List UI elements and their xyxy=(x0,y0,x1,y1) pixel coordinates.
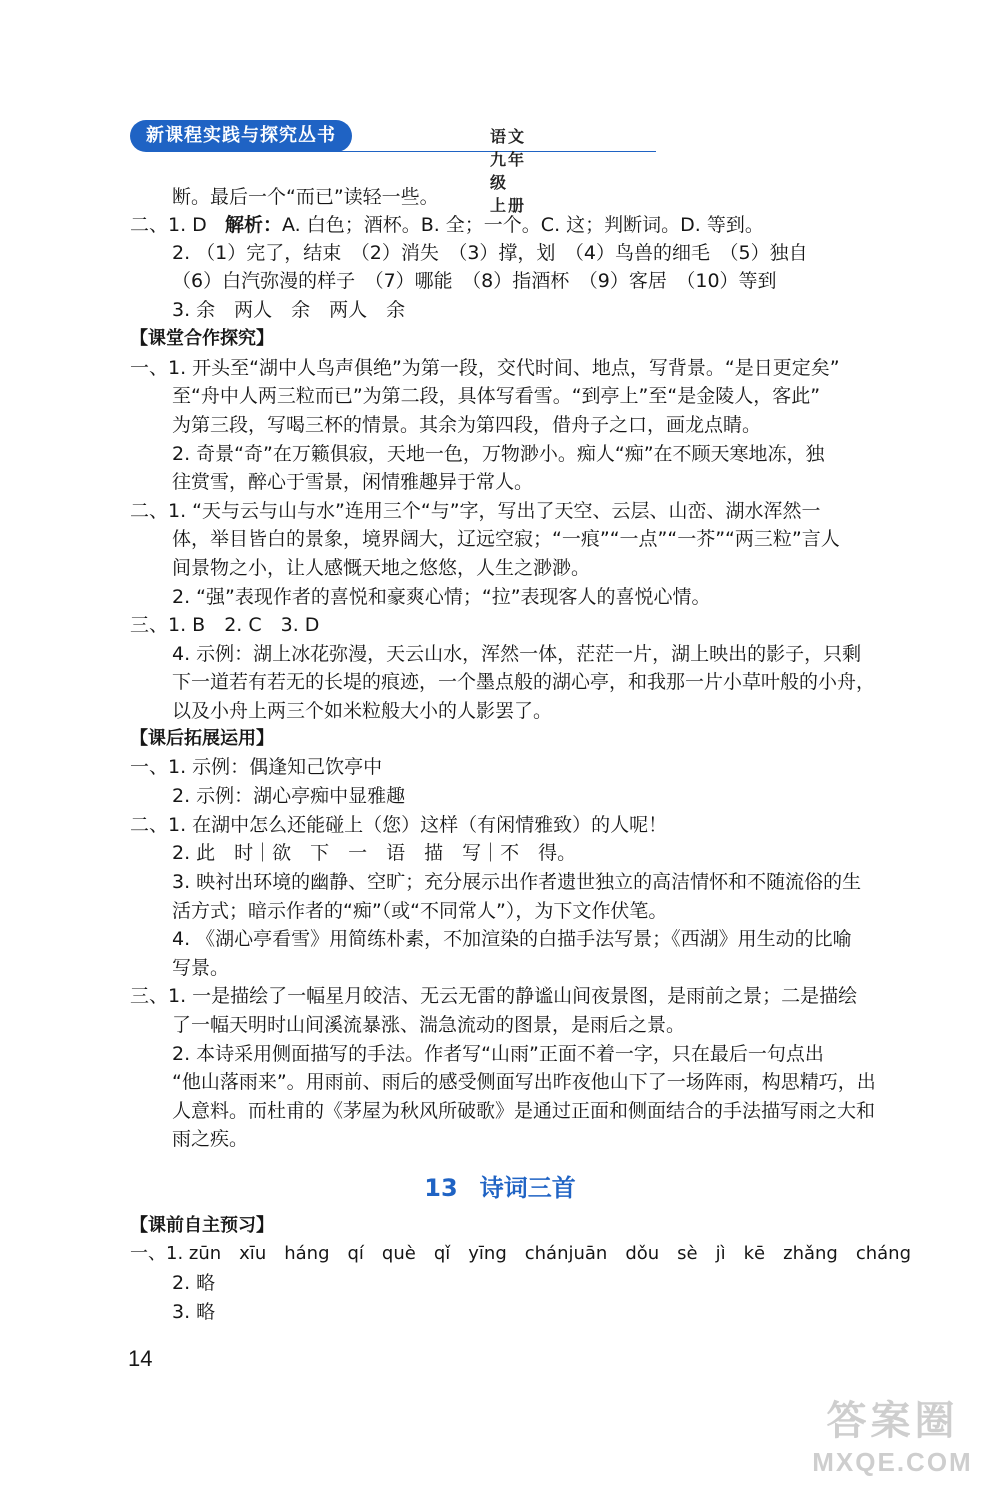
chapter-number: 13 xyxy=(424,1174,458,1202)
answer-line: 以及小舟上两三个如米粒般大小的人影罢了。 xyxy=(172,700,553,722)
answer-line: 三、1. B 2. C 3. D xyxy=(130,614,320,636)
page-number: 14 xyxy=(128,1346,153,1371)
answer-line: 2. 示例：湖心亭痴中显雅趣 xyxy=(172,785,406,807)
section-heading: 【课堂合作探究】 xyxy=(130,328,274,349)
answer-line: 二、1. “天与云与山与水”连用三个“与”字，写出了天空、云层、山峦、湖水浑然一 xyxy=(130,500,821,522)
answer-line: 至“舟中人两三粒而已”为第二段，具体写看雪。“到亭上”至“是金陵人，客此” xyxy=(172,385,821,407)
answer-line: 雨之疾。 xyxy=(172,1128,249,1150)
answer-line: （6）白汽弥漫的样子 （7）哪能 （8）指酒杯 （9）客居 （10）等到 xyxy=(172,270,777,292)
section-heading: 【课后拓展运用】 xyxy=(130,728,274,749)
answer-line: 2. （1）完了，结束 （2）消失 （3）撑，划 （4）鸟兽的细毛 （5）独自 xyxy=(172,242,808,264)
answer-line: 断。最后一个“而已”读轻一些。 xyxy=(172,186,439,208)
answer-line: 体，举目皆白的景象，境界阔大，辽远空寂；“一痕”“一点”“一芥”“两三粒”言人 xyxy=(172,528,840,550)
answer-line: 2. 奇景“奇”在万籁俱寂，天地一色，万物渺小。痴人“痴”在不顾天寒地冻，独 xyxy=(172,443,825,465)
answer-line: 为第三段，写喝三杯的情景。其余为第四段，借舟子之口，画龙点睛。 xyxy=(172,414,762,436)
answer-line: 3. 映衬出环境的幽静、空旷；充分展示出作者遗世独立的高洁情怀和不随流俗的生 xyxy=(172,871,862,893)
pinyin-answer-line: 一、1. zūn xīu háng qí què qǐ yīng chánjuān dǒu sè jì kē zhǎng cháng xyxy=(130,1243,912,1264)
answer-line: 活方式；暗示作者的“痴”（或“不同常人”），为下文作伏笔。 xyxy=(172,900,668,922)
answer-line: 4. 《湖心亭看雪》用简练朴素，不加渲染的白描手法写景；《西湖》用生动的比喻 xyxy=(172,928,852,950)
answer-line: 4. 示例：湖上冰花弥漫，天云山水，浑然一体，茫茫一片，湖上映出的影子，只剩 xyxy=(172,643,862,665)
answer-line: “他山落雨来”。用雨前、雨后的感受侧面写出昨夜他山下了一场阵雨，构思精巧，出 xyxy=(172,1071,876,1093)
watermark xyxy=(800,1395,985,1490)
section-heading: 【课前自主预习】 xyxy=(130,1215,274,1236)
answer-line: 间景物之小，让人感慨天地之悠悠，人生之渺渺。 xyxy=(172,557,591,579)
analysis-label: 解析： xyxy=(224,214,282,236)
answer-line: 人意料。而杜甫的《茅屋为秋风所破歌》是通过正面和侧面结合的手法描写雨之大和 xyxy=(172,1100,876,1122)
answer-line: 2. “强”表现作者的喜悦和豪爽心情；“拉”表现客人的喜悦心情。 xyxy=(172,586,711,608)
chapter-name: 诗词三首 xyxy=(479,1174,576,1202)
answer-line: 三、1. 一是描绘了一幅星月皎洁、无云无雷的静谧山间夜景图，是雨前之景；二是描绘 xyxy=(130,985,858,1007)
answer-line: 往赏雪，醉心于雪景，闲情雅趣异于常人。 xyxy=(172,471,534,493)
answer-line: 2. 略 xyxy=(172,1272,216,1294)
chapter-title xyxy=(0,1168,1000,1203)
book-subtitle: 语文 九年级 上册 xyxy=(490,127,527,215)
watermark-logo-text: 答案圈 xyxy=(826,1398,959,1444)
answer-line: 一、1. 示例：偶逢知己饮亭中 xyxy=(130,756,383,778)
answer-line: 写景。 xyxy=(172,957,230,979)
answer-line: 下一道若有若无的长堤的痕迹，一个墨点般的湖心亭，和我那一片小草叶般的小舟， xyxy=(172,671,876,693)
analysis-text: A. 白色；酒杯。B. 全；一个。C. 这；判断词。D. 等到。 xyxy=(281,214,764,236)
answer-line: 一、1. 开头至“湖中人鸟声俱绝”为第一段，交代时间、地点，写背景。“是日更定矣” xyxy=(130,357,840,379)
answer-line: 2. 本诗采用侧面描写的手法。作者写“山雨”正面不着一字，只在最后一句点出 xyxy=(172,1043,824,1065)
answer-line: 二、1. 在湖中怎么还能碰上（您）这样（有闲情雅致）的人呢！ xyxy=(130,814,668,836)
answer-line: 3. 余 两人 余 两人 余 xyxy=(172,299,406,321)
watermark-url: MXQE.COM xyxy=(812,1447,973,1477)
answer-line: 3. 略 xyxy=(172,1301,216,1323)
question-number: 二、1. D xyxy=(130,214,207,236)
answer-line: 了一幅天明时山间溪流暴涨、湍急流动的图景，是雨后之景。 xyxy=(172,1014,686,1036)
answer-line: 2. 此 时｜欲 下 一 语 描 写｜不 得。 xyxy=(172,842,577,864)
answer-line xyxy=(130,212,764,238)
series-title-badge: 新课程实践与探究丛书 xyxy=(130,120,352,152)
